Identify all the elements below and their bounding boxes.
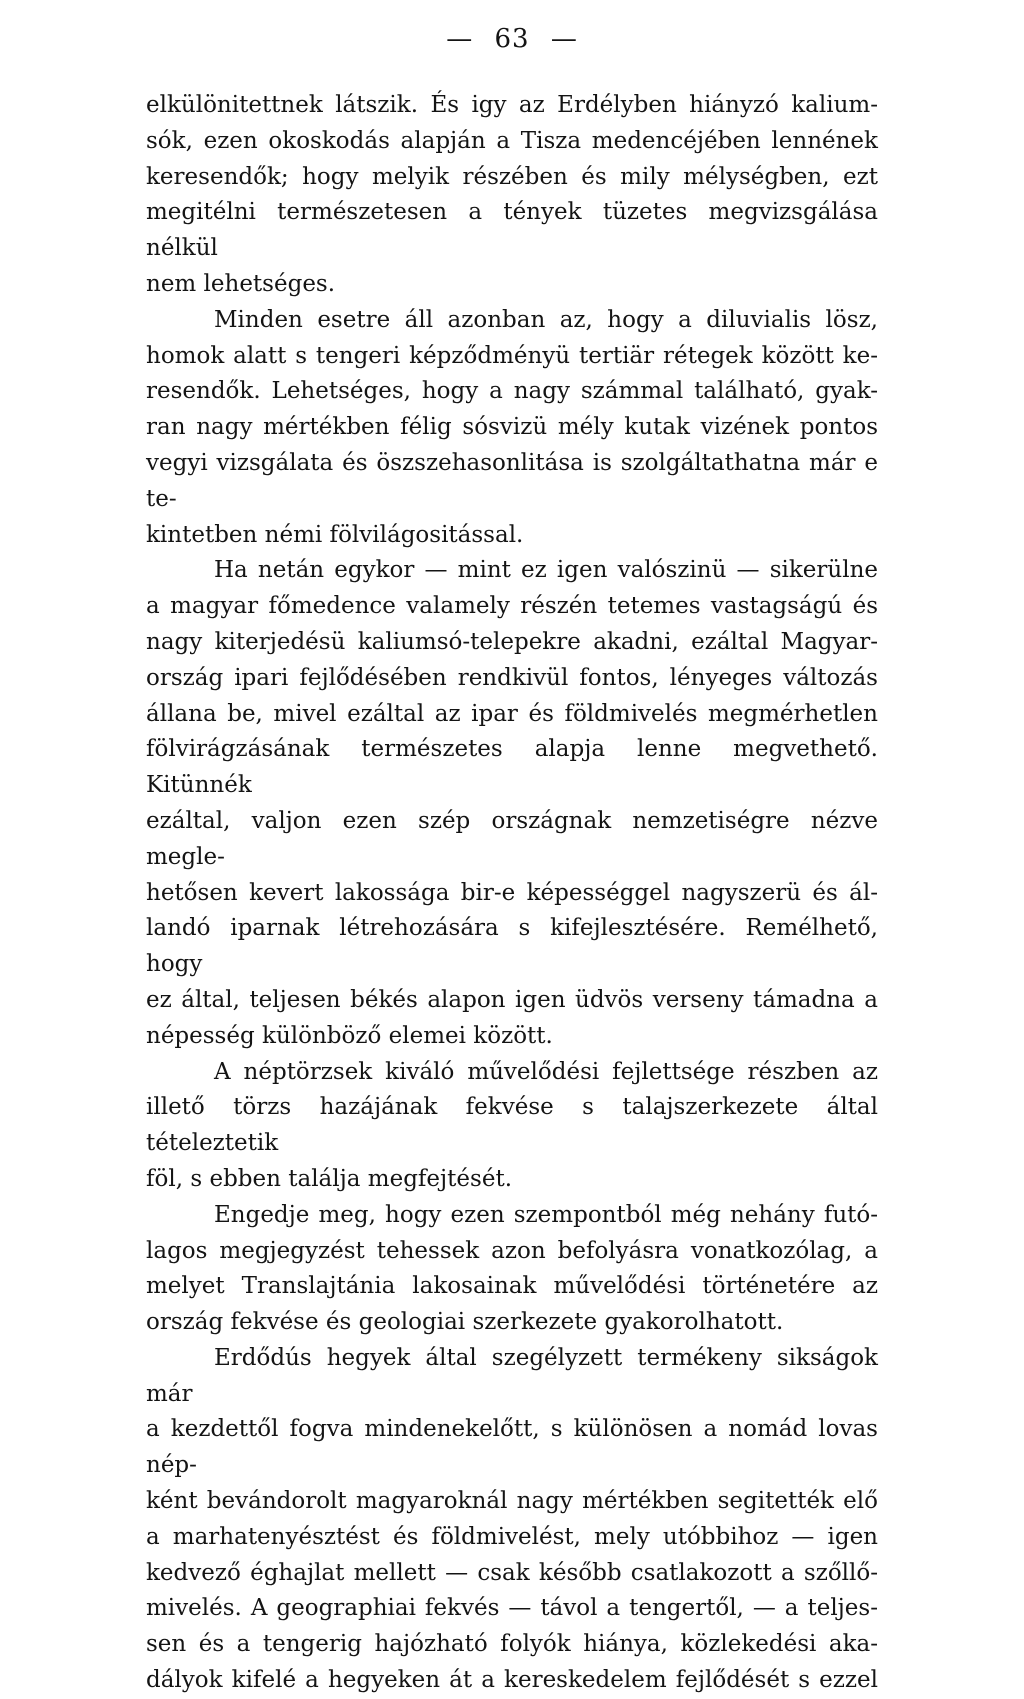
text-line: dályok kifelé a hegyeken át a kereskedelem fejlődését s ezzel (146, 1667, 878, 1694)
body-text (146, 88, 878, 1699)
page-number: 63 (494, 24, 530, 54)
text-line: kintetben némi fölvilágositással. (146, 521, 524, 548)
text-line: keresendők; hogy melyik részében és mily mélységben, ezt (146, 163, 878, 190)
text-line: A néptörzsek kiváló művelődési fejlettsége részben az (214, 1058, 878, 1085)
text-line: homok alatt s tengeri képződményü tertiär rétegek között ke- (146, 342, 878, 369)
text-line: a magyar főmedence valamely részén tetemes vastagságú és (146, 593, 878, 620)
text-line: ez által, teljesen békés alapon igen üdvös verseny támadna a (146, 986, 878, 1013)
text-line: melyet Translajtánia lakosainak művelődési történetére az (146, 1273, 878, 1300)
text-line: vegyi vizsgálata és öszszehasonlitása is szolgáltathatna már e te- (146, 449, 878, 512)
text-line: ezáltal, valjon ezen szép országnak nemzetiségre nézve megle- (146, 807, 878, 870)
text-line: nagy kiterjedésü kaliumsó-telepekre akadni, ezáltal Magyar- (146, 628, 878, 655)
text-line: hetősen kevert lakossága bir-e képességgel nagyszerü és ál- (146, 879, 878, 906)
text-line: nem lehetséges. (146, 270, 336, 297)
text-line: megitélni természetesen a tények tüzetes megvizsgálása nélkül (146, 199, 878, 262)
text-line: elkülönitettnek látszik. És igy az Erdélyben hiányzó kalium- (146, 92, 878, 118)
text-line: fölvirágzásának természetes alapja lenne megvethető. Kitünnék (146, 736, 878, 799)
text-line: ország fekvése és geologiai szerkezete gyakorolhatott. (146, 1309, 784, 1336)
header-dash-left: — (446, 24, 474, 54)
text-line: Engedje meg, hogy ezen szempontból még nehány futó- (214, 1201, 878, 1228)
text-line: állana be, mivel ezáltal az ipar és földmivelés megmérhetlen (146, 700, 878, 727)
text-line: resendők. Lehetséges, hogy a nagy számmal található, gyak- (146, 378, 878, 405)
text-line: a marhatenyésztést és földmivelést, mely utóbbihoz — igen (146, 1523, 878, 1550)
text-line: a kezdettől fogva mindenekelőtt, s különösen a nomád lovas nép- (146, 1416, 878, 1479)
text-line: kedvező éghajlat mellett — csak később csatlakozott a szőllő- (146, 1559, 878, 1586)
text-line: ország ipari fejlődésében rendkivül fontos, lényeges változás (146, 664, 878, 691)
text-line: ként bevándorolt magyaroknál nagy mértékben segitették elő (146, 1488, 878, 1515)
text-line: népesség különböző elemei között. (146, 1022, 553, 1049)
text-line: Ha netán egykor — mint ez igen valószinü — sikerülne (214, 557, 878, 584)
text-line: Erdődús hegyek által szegélyzett termékeny sikságok már (146, 1344, 878, 1407)
text-line: sen és a tengerig hajózható folyók hiánya, közlekedési aka- (146, 1631, 878, 1658)
text-line: illető törzs hazájának fekvése s talajszerkezete által tételeztetik (146, 1094, 878, 1157)
text-line: Minden esetre áll azonban az, hogy a diluvialis lösz, (214, 306, 878, 333)
text-line: landó iparnak létrehozására s kifejlesztésére. Remélhető, hogy (146, 915, 878, 978)
text-line: mivelés. A geographiai fekvés — távol a tengertől, — a teljes- (146, 1595, 878, 1622)
text-line: ran nagy mértékben félig sósvizü mély kutak vizének pontos (146, 414, 878, 441)
header-dash-right: — (550, 24, 578, 54)
text-line: sók, ezen okoskodás alapján a Tisza medencéjében lennének (146, 127, 878, 154)
text-line: lagos megjegyzést tehessek azon befolyásra vonatkozólag, a (146, 1237, 878, 1264)
page-header (0, 24, 1024, 54)
text-line: föl, s ebben találja megfejtését. (146, 1165, 513, 1192)
